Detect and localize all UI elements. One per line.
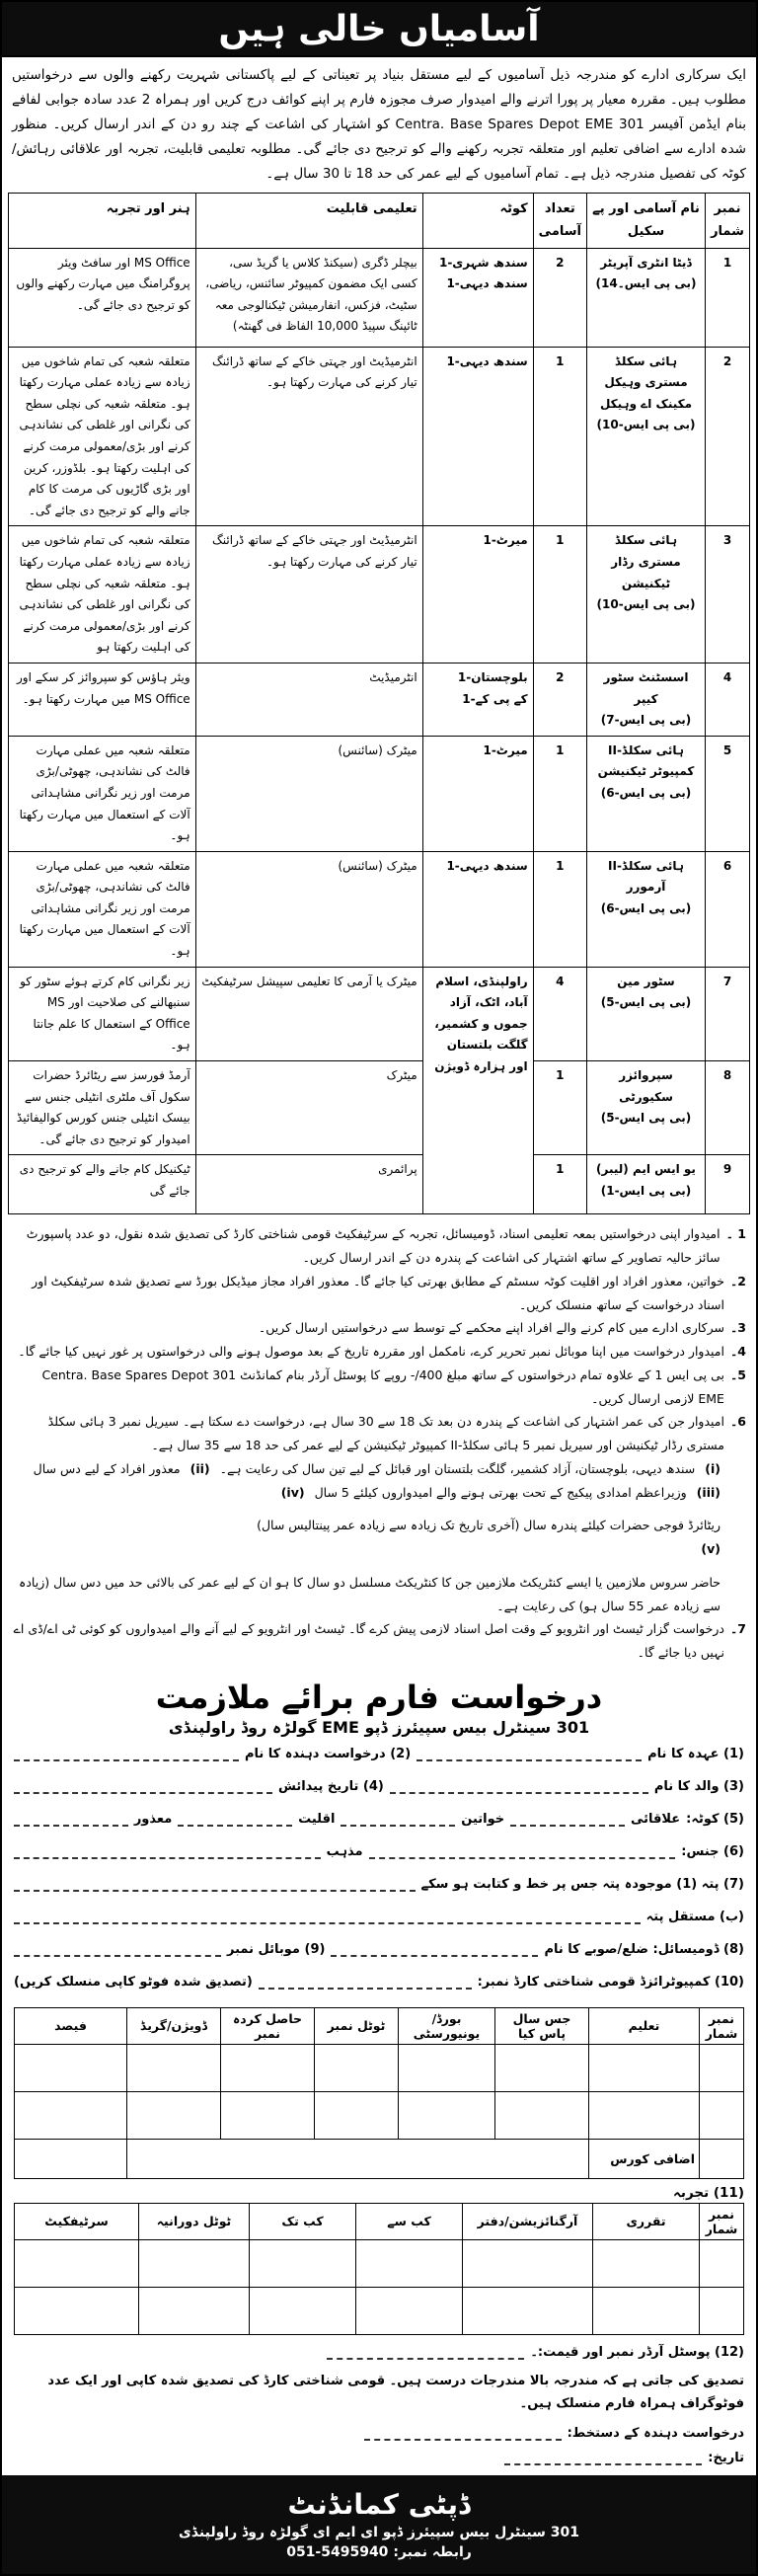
vacancies-header-row xyxy=(9,193,750,248)
note-text: سرکاری ادارے میں کام کرنے والے افراد اپنے محکمے کے توسط سے درخواستیں ارسال کریں۔ xyxy=(258,1320,724,1336)
job-row xyxy=(9,851,750,967)
fill-in-line xyxy=(14,1881,416,1892)
job-experience: متعلقہ شعبہ کی تمام شاخوں میں زیادہ سے زیادہ عملی مہارت رکھتا ہو۔ متعلقہ شعبہ کی نچلی سطح کی نگرانی اور غلطی کی نشاندہی کرنے اور بڑی/معمولی مرمت کرنے کی اہلیت رکھتا ہو۔ بلڈوزر، کرین اور بڑی گاڑیوں کی مرمت کا کام جانے والے کو ترجیح دی جائے گی۔ xyxy=(9,347,196,526)
fill-in-line xyxy=(14,1946,221,1957)
form-title: درخواست فارم برائے ملازمت xyxy=(155,1678,603,1716)
empty-cell xyxy=(15,2091,127,2139)
note-text: خواتین، معذور افراد اور اقلیت کوٹہ سسٹم کے مطابق بھرتی کیا جائے گا۔ معذور افراد مجاز میڈیکل بورڈ سے تصدیق شدہ سرٹیفکیٹ اور اسناد درخواست کے ساتھ منسلک کریں۔ xyxy=(32,1273,724,1312)
job-scale: (بی پی ایس-7) xyxy=(600,713,692,728)
job-title-cell xyxy=(587,736,706,851)
job-title-cell xyxy=(587,1155,706,1214)
note-text: بی پی ایس 1 کے علاوہ تمام درخواستوں کے ساتھ مبلغ 400/- روپے کا پوسٹل آرڈر بنام کمانڈنٹ 301 Centra. Base Spares Depot EME لازمی ارسال کریں۔ xyxy=(41,1366,724,1406)
job-quota: میرٹ-1 xyxy=(422,526,533,664)
job-qualification: انٹرمیڈیٹ xyxy=(195,663,422,736)
form-line-2 xyxy=(14,1779,744,1794)
empty-cell xyxy=(700,2139,744,2178)
field-permanent-address-label: (ب) مستقل پتہ xyxy=(645,1909,744,1924)
job-count: 1 xyxy=(533,526,586,664)
fill-in-line xyxy=(369,1848,676,1859)
job-qualification: انٹرمیڈیٹ اور جہتی خاکے کے ساتھ ڈرائنگ تیار کرنے کی مہارت رکھتا ہو۔ xyxy=(195,526,422,664)
job-quota: سندھ دیہی-1 xyxy=(422,347,533,526)
field-current-address-label: (7) پتہ (1) موجودہ پتہ جس پر خط و کتابت ہو سکے xyxy=(420,1876,744,1892)
job-experience: متعلقہ شعبہ کی تمام شاخوں میں زیادہ سے زیادہ عملی مہارت رکھتا ہو۔ متعلقہ شعبہ کی نچلی سطح کی نگرانی اور غلطی کی نشاندہی کرنے اور بڑی/معمولی مرمت کرنے کی اہلیت رکھتا ہو xyxy=(9,526,196,664)
edu-col-pass-year: جس سال پاس کیا xyxy=(495,2007,589,2044)
intro-paragraph: ایک سرکاری ادارے کو مندرجہ ذیل آسامیوں کے لیے مستقل بنیاد پر تعیناتی کے لیے پاکستانی شہریت رکھنے والوں سے درخواستیں مطلوب ہیں۔ مقررہ معیار پر پورا اترنے والے امیدوار صرف مجوزہ فارم پر اپنے کوائف درج کریں اور ہمراہ 2 عدد سادہ جوابی لفافے بنام ایڈمن آفیسر 301 Centra. Base Spares Depot EME کو اشتہار کی اشاعت کے چند رو دن کے اندر ارسال کریں۔ منظور شدہ ادارے سے اضافی تعلیم اور متعلقہ تجربہ رکھنے والے کو ترجیح دی جائے گی۔ مطلوبہ تعلیمی قابلیت، تجربہ اور علاقائی رہائش/کوٹہ کی تفصیل مندرجہ ذیل ہے۔ تمام آسامیوں کے لیے عمر کی حد 18 تا 30 سال ہے۔ xyxy=(12,67,746,182)
exp-col-to: کب تک xyxy=(250,2203,356,2239)
job-scale: (بی پی ایس-5) xyxy=(600,995,692,1010)
exp-col-appointment: تقرری xyxy=(593,2203,700,2239)
job-experience: آرمڈ فورسز سے ریٹائرڈ حضرات سکول آف ملٹری انٹیلی جنس سے بیسک انٹیلی جنس کورس کوالیفائیڈ امیدوار کو ترجیح دی جائے گی۔ xyxy=(9,1061,196,1155)
job-row xyxy=(9,736,750,851)
education-empty-row xyxy=(15,2044,744,2091)
job-quota: سندھ شہری-1 سندھ دیہی-1 xyxy=(422,248,533,347)
job-title: ہائی سکلڈ مستری وہیکل مکینک اے وہیکل xyxy=(599,353,693,411)
field-quota-regional-label: علاقائی xyxy=(630,1811,681,1827)
note-text: امیدوار جن کی عمر اشتہار کی اشاعت کے پندرہ دن بعد تک 18 سے 30 سال ہے، درخواست دے سکتا ہے۔ سیریل نمبر 3 ہائی سکلڈ مستری رڈار ٹیکنیشن اور سیریل نمبر 5 ہائی سکلڈ-II کمپیوٹر ٹیکنیشن کے لیے عمر کی حد 18 سے 35 سال ہے۔ xyxy=(47,1414,724,1453)
note-item xyxy=(12,1364,746,1411)
date-label: تاریخ: xyxy=(708,2450,744,2465)
job-title-cell xyxy=(587,663,706,736)
field-quota-minority-label: اقلیت xyxy=(298,1811,336,1827)
note-number: 1 ۔ xyxy=(725,1226,746,1242)
empty-cell xyxy=(399,2091,495,2139)
relaxation-label: (i) xyxy=(705,1460,720,1476)
relaxation-text: معذور افراد کے لیے دس سال xyxy=(33,1460,181,1476)
job-scale: (بی پی ایس-10) xyxy=(596,597,696,612)
job-serial: 2 xyxy=(706,347,750,526)
field-mobile-label: (9) موبائل نمبر xyxy=(227,1941,326,1957)
empty-cell xyxy=(589,2091,700,2139)
additional-course-label: اضافی کورس xyxy=(589,2139,700,2178)
empty-cell xyxy=(221,2091,315,2139)
job-experience: متعلقہ شعبہ میں عملی مہارت فالٹ کی نشاندہی، چھوٹی/بڑی مرمت اور زیر نگرانی مشاہداتی آلات کے استعمال میں مہارت رکھتا ہو۔ xyxy=(9,736,196,851)
relaxation-text: حاضر سروس ملازمین یا ایسے کنٹریکٹ ملازمین جن کا کنٹریکٹ مسلسل دو سال کا ہو ان کے لیے عمر کی بالائی حد میں دس سال (زیادہ سے زیادہ عمر 55 سال ہو) کی رعایت ہے۔ xyxy=(19,1574,720,1613)
job-scale: (بی پی ایس-6) xyxy=(600,785,692,800)
job-serial: 3 xyxy=(706,526,750,664)
empty-cell xyxy=(495,2091,589,2139)
job-count: 1 xyxy=(533,736,586,851)
fill-in-line xyxy=(417,1751,642,1761)
field-post-name-label: (1) عہدہ کا نام xyxy=(647,1746,744,1761)
note-item xyxy=(12,1222,746,1270)
field-quota-disabled-label: معذور xyxy=(133,1811,173,1827)
experience-section-label: (11) تجربہ xyxy=(672,2184,744,2201)
empty-cell xyxy=(127,2091,221,2139)
job-serial: 9 xyxy=(706,1155,750,1214)
field-quota-women-label: خواتین xyxy=(461,1811,505,1827)
empty-cell xyxy=(356,2287,463,2334)
field-dob-label: (4) تاریخ پیدائش xyxy=(277,1778,384,1794)
experience-empty-row xyxy=(15,2239,744,2287)
empty-cell xyxy=(589,2044,700,2091)
ad-header-banner xyxy=(2,2,756,57)
empty-cell xyxy=(127,2139,589,2178)
relaxation-label: (v) xyxy=(701,1541,720,1557)
job-title: ڈیٹا انٹری آپریٹر xyxy=(600,255,692,270)
field-cnic-label: (10) کمپیوٹرائزڈ قومی شناختی کارڈ نمبر: xyxy=(477,1974,744,1990)
fill-in-line xyxy=(504,2455,702,2465)
edu-col-education: تعلیم xyxy=(589,2007,700,2044)
footer-signatory-title: ڈپٹی کمانڈنٹ xyxy=(287,2488,471,2522)
job-count: 1 xyxy=(533,851,586,967)
job-title-cell xyxy=(587,526,706,664)
application-form-section xyxy=(2,1669,756,2475)
fill-in-line xyxy=(331,1946,538,1957)
empty-cell xyxy=(139,2239,250,2287)
job-qualification: میٹرک (سائنس) xyxy=(195,851,422,967)
footer-phone-label: رابطہ نمبر: xyxy=(393,2544,472,2561)
note-item xyxy=(12,1617,746,1665)
form-line-7 xyxy=(14,1942,744,1957)
empty-cell xyxy=(700,2044,744,2091)
form-line-1 xyxy=(14,1747,744,1761)
job-count: 1 xyxy=(533,1155,586,1214)
job-row xyxy=(9,1061,750,1155)
form-subtitle: 301 سینٹرل بیس سپیئرز ڈپو EME گولڑہ روڈ راولپنڈی xyxy=(168,1717,590,1737)
job-count: 1 xyxy=(533,347,586,526)
empty-cell xyxy=(399,2044,495,2091)
note-number: 6۔ xyxy=(729,1414,746,1430)
empty-cell xyxy=(221,2044,315,2091)
field-gender-label: (6) جنس: xyxy=(681,1843,744,1859)
job-experience: ویئر ہاؤس کو سپروائز کر سکے اور MS Office میں مہارت رکھتا ہو۔ xyxy=(9,663,196,736)
relaxation-label: (iii) xyxy=(696,1484,720,1500)
fill-in-line xyxy=(341,1816,455,1827)
fill-in-line xyxy=(14,1816,128,1827)
postal-order-line xyxy=(14,2345,744,2360)
empty-cell xyxy=(15,2239,139,2287)
age-relaxation-line xyxy=(12,1481,746,1538)
job-row xyxy=(9,526,750,664)
job-row xyxy=(9,663,750,736)
empty-cell xyxy=(593,2239,700,2287)
job-title: ہائی سکلڈ-II کمپیوٹر ٹیکنیشن xyxy=(597,742,695,779)
job-scale: (بی پی ایس-10) xyxy=(596,418,696,432)
job-quota: بلوچستان-1 کے پی کے-1 xyxy=(422,663,533,736)
age-relaxation-line xyxy=(12,1537,746,1617)
job-scale: (بی پی ایس-5) xyxy=(600,1111,692,1126)
empty-cell xyxy=(15,2044,127,2091)
field-domicile-label: (8) ڈومیسائل: ضلع/صوبے کا نام xyxy=(544,1941,744,1957)
fill-in-line xyxy=(14,1751,239,1761)
job-title: سپروائزر سکیورٹی xyxy=(619,1068,673,1104)
empty-cell xyxy=(315,2044,399,2091)
job-title-cell xyxy=(587,248,706,347)
applicant-signature-label: درخواست دہندہ کے دستخط: xyxy=(567,2425,744,2441)
empty-cell xyxy=(315,2091,399,2139)
education-empty-row xyxy=(15,2091,744,2139)
job-experience: MS Office اور سافٹ ویئر پروگرامنگ میں مہارت رکھنے والوں کو ترجیح دی جائے گی۔ xyxy=(9,248,196,347)
edu-col-obtained-marks: حاصل کردہ نمبر xyxy=(221,2007,315,2044)
empty-cell xyxy=(15,2287,139,2334)
footer-phone-number: 051-5495940 xyxy=(286,2544,389,2561)
job-title: اسسٹنٹ سٹور کیپر xyxy=(603,669,689,706)
edu-col-percent: فیصد xyxy=(15,2007,127,2044)
job-title-cell xyxy=(587,1061,706,1155)
col-post-count: تعداد آسامی xyxy=(533,193,586,248)
empty-cell xyxy=(127,2044,221,2091)
empty-cell xyxy=(700,2287,744,2334)
job-experience: ٹیکنیکل کام جانے والے کو ترجیح دی جائے گی xyxy=(9,1155,196,1214)
empty-cell xyxy=(356,2239,463,2287)
education-header-row xyxy=(15,2007,744,2044)
job-title: سٹور مین xyxy=(617,974,675,988)
exp-col-organization: آرگنائزیشن/دفتر xyxy=(463,2203,593,2239)
notes-section xyxy=(2,1214,756,1669)
field-applicant-name-label: (2) درخواست دہندہ کا نام xyxy=(244,1746,412,1761)
experience-table xyxy=(14,2203,744,2335)
job-serial: 7 xyxy=(706,967,750,1060)
job-quota-merged: راولپنڈی، اسلام آباد، اٹک، آزاد جموں و کشمیر، گلگت بلتستان اور ہزارہ ڈویژن xyxy=(422,967,533,1214)
fill-in-line xyxy=(14,1848,321,1859)
fill-in-line xyxy=(259,1979,472,1990)
job-qualification: انٹرمیڈیٹ اور جہتی خاکے کے ساتھ ڈرائنگ تیار کرنے کی مہارت رکھتا ہو۔ xyxy=(195,347,422,526)
job-scale: (بی پی ایس۔14) xyxy=(595,276,697,291)
form-line-6 xyxy=(14,1910,744,1924)
exp-col-certificate: سرٹیفکیٹ xyxy=(15,2203,139,2239)
job-qualification: میٹرک یا آرمی کا تعلیمی سپیشل سرٹیفکیٹ xyxy=(195,967,422,1060)
empty-cell xyxy=(250,2239,356,2287)
job-count: 4 xyxy=(533,967,586,1060)
ad-title: آسامیاں خالی ہیں xyxy=(218,8,540,49)
exp-col-serial: نمبر شمار xyxy=(700,2203,744,2239)
fill-in-line xyxy=(510,1816,625,1827)
edu-col-division: ڈویژن/گریڈ xyxy=(127,2007,221,2044)
empty-cell xyxy=(463,2239,593,2287)
footer-banner xyxy=(2,2475,756,2574)
job-row xyxy=(9,967,750,1060)
relaxation-text: ریٹائرڈ فوجی حضرات کیلئے پندرہ سال (آخری تاریخ تک زیادہ سے زیادہ عمر پینتالیس سال) xyxy=(257,1518,720,1533)
note-text: امیدوار اپنی درخواستیں بمعہ تعلیمی اسناد، ڈومیسائل، تجربہ کے سرٹیفکیٹ قومی شناختی کارڈ کی تصدیق شدہ نقول، دو عدد پاسپورٹ سائز حالیہ تصاویر کے ساتھ اشتہار کی اشاعت کے پندرہ دن کے اندر ارسال کریں۔ xyxy=(26,1226,720,1266)
note-item xyxy=(12,1410,746,1457)
job-experience: متعلقہ شعبہ میں عملی مہارت فالٹ کی نشاندہی، چھوٹی/بڑی مرمت اور زیر نگرانی مشاہداتی آلات کے استعمال میں مہارت رکھتا ہو۔ xyxy=(9,851,196,967)
fill-in-line xyxy=(327,2349,524,2360)
education-table xyxy=(14,2007,744,2179)
footer-contact xyxy=(286,2544,472,2560)
fill-in-line xyxy=(390,1783,648,1794)
note-text: درخواست گزار ٹیسٹ اور انٹرویو کے وقت اصل اسناد لازمی پیش کرے گا۔ ٹیسٹ اور انٹرویو کے لیے آنے والے امیدواروں کو کوئی ٹی اے/ڈی اے نہیں دیا جائے گا۔ xyxy=(13,1621,724,1661)
empty-cell xyxy=(463,2287,593,2334)
certification-text: تصدیق کی جاتی ہے کہ مندرجہ بالا مندرجات درست ہیں۔ قومی شناختی کارڈ کی تصدیق شدہ کاپی اور ایک عدد فوٹوگراف ہمراہ فارم منسلک ہیں۔ xyxy=(47,2373,744,2412)
job-row xyxy=(9,248,750,347)
experience-empty-row xyxy=(15,2287,744,2334)
note-item xyxy=(12,1270,746,1317)
note-number: 5۔ xyxy=(729,1366,746,1382)
note-number: 3۔ xyxy=(729,1320,746,1336)
note-item xyxy=(12,1316,746,1340)
note-number: 4۔ xyxy=(729,1344,746,1360)
experience-header-row xyxy=(15,2203,744,2239)
vacancies-table xyxy=(8,193,750,1215)
col-post-name: نام آسامی اور پے سکیل xyxy=(587,193,706,248)
job-serial: 5 xyxy=(706,736,750,851)
footer-address: 301 سینٹرل بیس سپیئرز ڈپو ای ایم ای گولڑہ روڈ راولپنڈی xyxy=(179,2525,579,2541)
job-count: 2 xyxy=(533,248,586,347)
job-row xyxy=(9,1155,750,1214)
fill-in-line xyxy=(14,1913,641,1924)
job-serial: 4 xyxy=(706,663,750,736)
job-qualification: میٹرک xyxy=(195,1061,422,1155)
relaxation-text: وزیراعظم امدادی پیکیج کے تحت بھرتی ہونے والے امیدواروں کیلئے 5 سال xyxy=(314,1484,687,1500)
field-cnic-note: (تصدیق شدہ فوٹو کاپی منسلک کریں) xyxy=(14,1974,253,1990)
note-text: امیدوار درخواست میں اپنا موبائل نمبر تحریر کرے، نامکمل اور مقررہ تاریخ کے بعد موصول ہونے والی درخواستوں پر غور نہیں کیا جائے گا۔ xyxy=(18,1344,724,1360)
additional-course-row xyxy=(15,2139,744,2178)
job-title-cell xyxy=(587,347,706,526)
col-serial: نمبر شمار xyxy=(706,193,750,248)
job-title-cell xyxy=(587,851,706,967)
job-count: 1 xyxy=(533,1061,586,1155)
job-serial: 6 xyxy=(706,851,750,967)
job-experience: زیر نگرانی کام کرتے ہوئے سٹور کو سنبھالنے کی صلاحیت اور MS Office کے استعمال کا علم جانتا ہو۔ xyxy=(9,967,196,1060)
job-title-cell xyxy=(587,967,706,1060)
note-number: 2۔ xyxy=(729,1273,746,1288)
fill-in-line xyxy=(14,1783,272,1794)
form-line-4 xyxy=(14,1844,744,1859)
job-row xyxy=(9,347,750,526)
fill-in-line xyxy=(364,2430,562,2441)
date-line xyxy=(14,2451,744,2465)
job-qualification: پرائمری xyxy=(195,1155,422,1214)
job-serial: 1 xyxy=(706,248,750,347)
col-qualification: تعلیمی قابلیت xyxy=(195,193,422,248)
empty-cell xyxy=(139,2287,250,2334)
edu-col-serial: نمبر شمار xyxy=(700,2007,744,2044)
job-scale: (بی پی ایس-6) xyxy=(600,900,692,915)
form-line-3 xyxy=(14,1812,744,1827)
field-father-name-label: (3) والد کا نام xyxy=(653,1778,744,1794)
col-quota: کوٹہ xyxy=(422,193,533,248)
signature-line xyxy=(14,2426,744,2441)
job-title: ہائی سکلڈ-II آرمورر xyxy=(608,858,684,895)
job-quota: سندھ دیہی-1 xyxy=(422,851,533,967)
empty-cell xyxy=(593,2287,700,2334)
relaxation-label: (iv) xyxy=(280,1484,305,1500)
col-experience: ہنر اور تجربہ xyxy=(9,193,196,248)
field-religion-label: مذہب xyxy=(326,1843,363,1859)
job-scale: (بی پی ایس-1) xyxy=(600,1184,692,1198)
empty-cell xyxy=(700,2239,744,2287)
note-item xyxy=(12,1340,746,1364)
form-line-8 xyxy=(14,1975,744,1990)
empty-cell xyxy=(15,2139,127,2178)
fill-in-line xyxy=(178,1816,292,1827)
exp-col-duration: ٹوٹل دورانیہ xyxy=(139,2203,250,2239)
empty-cell xyxy=(700,2091,744,2139)
field-quota-label: (5) کوٹہ: xyxy=(686,1811,744,1827)
exp-col-from: کب سے xyxy=(356,2203,463,2239)
relaxation-label: (ii) xyxy=(190,1460,210,1476)
note-number: 7۔ xyxy=(729,1621,746,1637)
job-qualification: میٹرک (سائنس) xyxy=(195,736,422,851)
job-qualification: بیچلر ڈگری (سیکنڈ کلاس یا گریڈ سی، کسی ایک مضمون کمپیوٹر سائنس، ریاضی، سٹیٹ، فزکس، انفارمیشن ٹیکنالوجی معہ ٹائپنگ سپیڈ 10,000 الفاظ فی گھنٹہ) xyxy=(195,248,422,347)
relaxation-text: سندھ دیہی، بلوچستان، آزاد کشمیر، گلگت بلتستان اور قبائل کے لیے تین سال کی رعایت ہے۔ xyxy=(219,1460,696,1476)
job-count: 2 xyxy=(533,663,586,736)
job-title: ہائی سکلڈ مستری رڈار ٹیکنیشن xyxy=(611,533,681,590)
age-relaxation-line xyxy=(12,1457,746,1481)
empty-cell xyxy=(495,2044,589,2091)
job-serial: 8 xyxy=(706,1061,750,1155)
edu-col-total-marks: ٹوٹل نمبر xyxy=(315,2007,399,2044)
postal-order-label: (12) پوسٹل آرڈر نمبر اور قیمت:۔ xyxy=(530,2344,744,2360)
job-quota: میرٹ-1 xyxy=(422,736,533,851)
job-title: یو ایس ایم (لیبر) xyxy=(596,1162,696,1177)
form-line-5 xyxy=(14,1877,744,1892)
empty-cell xyxy=(250,2287,356,2334)
edu-col-board: بورڈ/یونیورسٹی xyxy=(399,2007,495,2044)
